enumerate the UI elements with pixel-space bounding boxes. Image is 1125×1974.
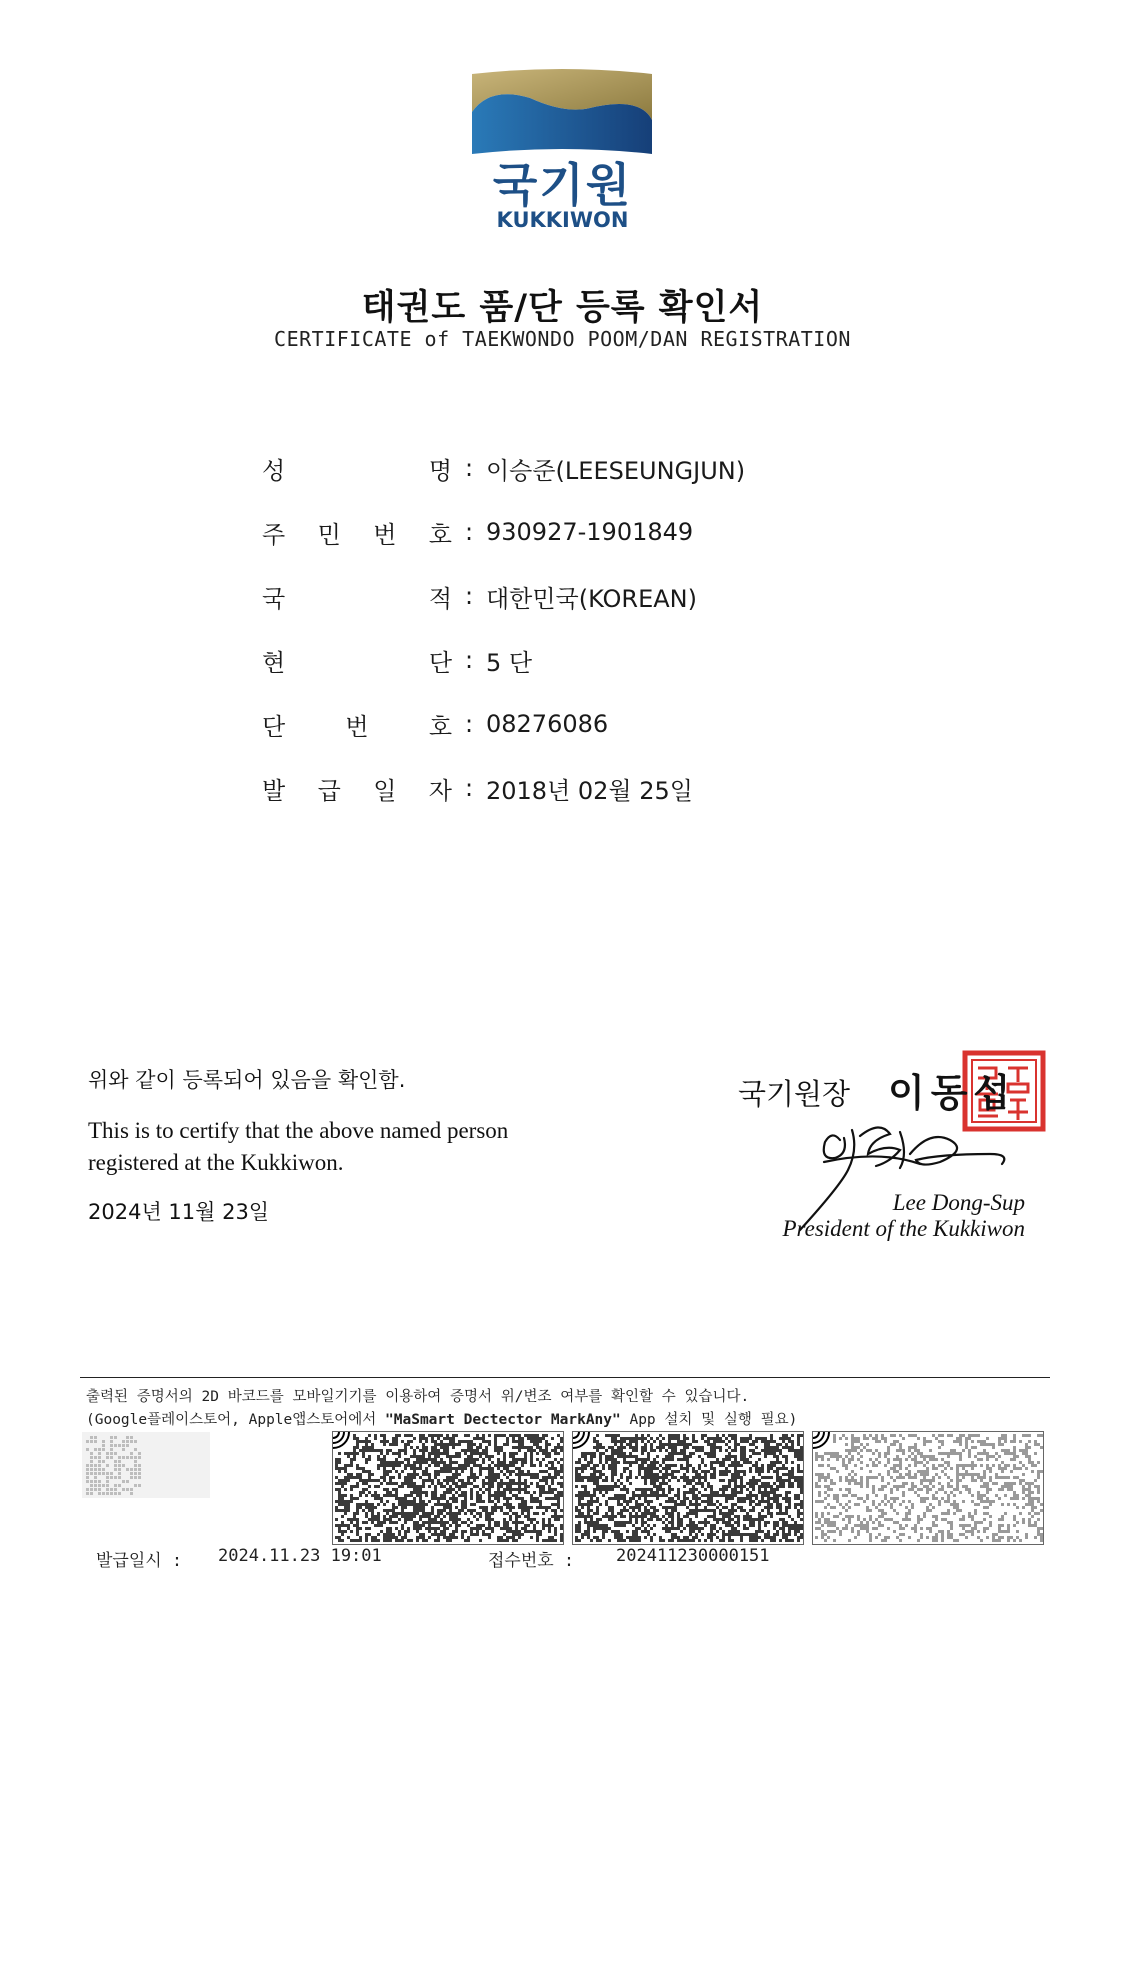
field-value: 2018년 02월 25일 — [486, 776, 693, 805]
president-role-english: President of the Kukkiwon — [782, 1216, 1025, 1241]
president-name-english: Lee Dong-Sup — [892, 1190, 1025, 1215]
barcode-pattern-icon — [813, 1432, 1043, 1544]
field-nationality — [262, 576, 697, 616]
field-colon: : — [464, 518, 474, 546]
receipt-number-label: 접수번호 : — [488, 1551, 575, 1571]
field-colon: : — [464, 774, 474, 802]
certification-english-line1: This is to certify that the above named person — [88, 1118, 509, 1143]
barcode-pattern-icon — [573, 1432, 803, 1544]
field-value: 대한민국(KOREAN) — [486, 584, 697, 613]
issue-datetime-value: 2024.11.23 19:01 — [218, 1546, 382, 1566]
field-label: 국 적 — [262, 584, 452, 613]
logo-emblem-icon — [470, 68, 655, 163]
field-label: 발 급 일 자 — [262, 776, 452, 805]
president-title-korean: 국기원장 — [738, 1077, 851, 1111]
field-value: 이승준(LEESEUNGJUN) — [486, 456, 746, 485]
certificate-title-korean: 태권도 품/단 등록 확인서 — [361, 288, 764, 328]
field-colon: : — [464, 582, 474, 610]
logo-english-name: KUKKIWON — [496, 208, 629, 232]
barcode-app-name: "MaSmart Dectector MarkAny" — [385, 1412, 621, 1428]
field-colon: : — [464, 454, 474, 482]
field-colon: : — [464, 646, 474, 674]
field-label: 주 민 번 호 — [262, 520, 452, 549]
verification-barcode-1 — [332, 1431, 564, 1545]
field-value: 08276086 — [486, 710, 609, 738]
barcode-notice-line1: 출력된 증명서의 2D 바코드를 모바일기기를 이용하여 증명서 위/변조 여부를 확인할 수 있습니다. — [86, 1389, 750, 1405]
logo-korean-name: 국기원 — [492, 158, 633, 212]
field-value: 5 단 — [486, 648, 533, 677]
copy-stamp — [82, 1432, 210, 1498]
issue-datetime-label: 발급일시 : — [96, 1551, 183, 1571]
verification-barcode-2 — [572, 1431, 804, 1545]
field-label: 성 명 — [262, 456, 452, 485]
certification-date: 2024년 11월 23일 — [88, 1200, 270, 1224]
certificate-title-english: CERTIFICATE of TAEKWONDO POOM/DAN REGISTRATION — [274, 327, 851, 351]
president-name-korean: 이동섭 — [888, 1071, 1017, 1115]
stamp-pattern-icon — [82, 1432, 210, 1498]
field-colon: : — [464, 710, 474, 738]
field-label: 단 번 호 — [262, 712, 452, 741]
field-current-dan — [262, 640, 532, 680]
certification-korean: 위와 같이 등록되어 있음을 확인함. — [88, 1068, 406, 1092]
field-value: 930927-1901849 — [486, 518, 694, 546]
field-issue-date — [262, 768, 693, 808]
certification-english-line2: registered at the Kukkiwon. — [88, 1150, 344, 1175]
barcode-pattern-icon — [333, 1432, 563, 1544]
footer-divider — [80, 1377, 1050, 1378]
verification-barcode-3 — [812, 1431, 1044, 1545]
field-resident-number — [262, 512, 693, 552]
field-name — [262, 448, 745, 488]
receipt-number-value: 202411230000151 — [616, 1546, 770, 1566]
field-label: 현 단 — [262, 648, 452, 677]
barcode-notice-line2: (Google플레이스토어, Apple앱스토어에서 "MaSmart Dectector MarkAny" App 설치 및 실행 필요) — [86, 1412, 798, 1428]
field-dan-number — [262, 704, 608, 744]
